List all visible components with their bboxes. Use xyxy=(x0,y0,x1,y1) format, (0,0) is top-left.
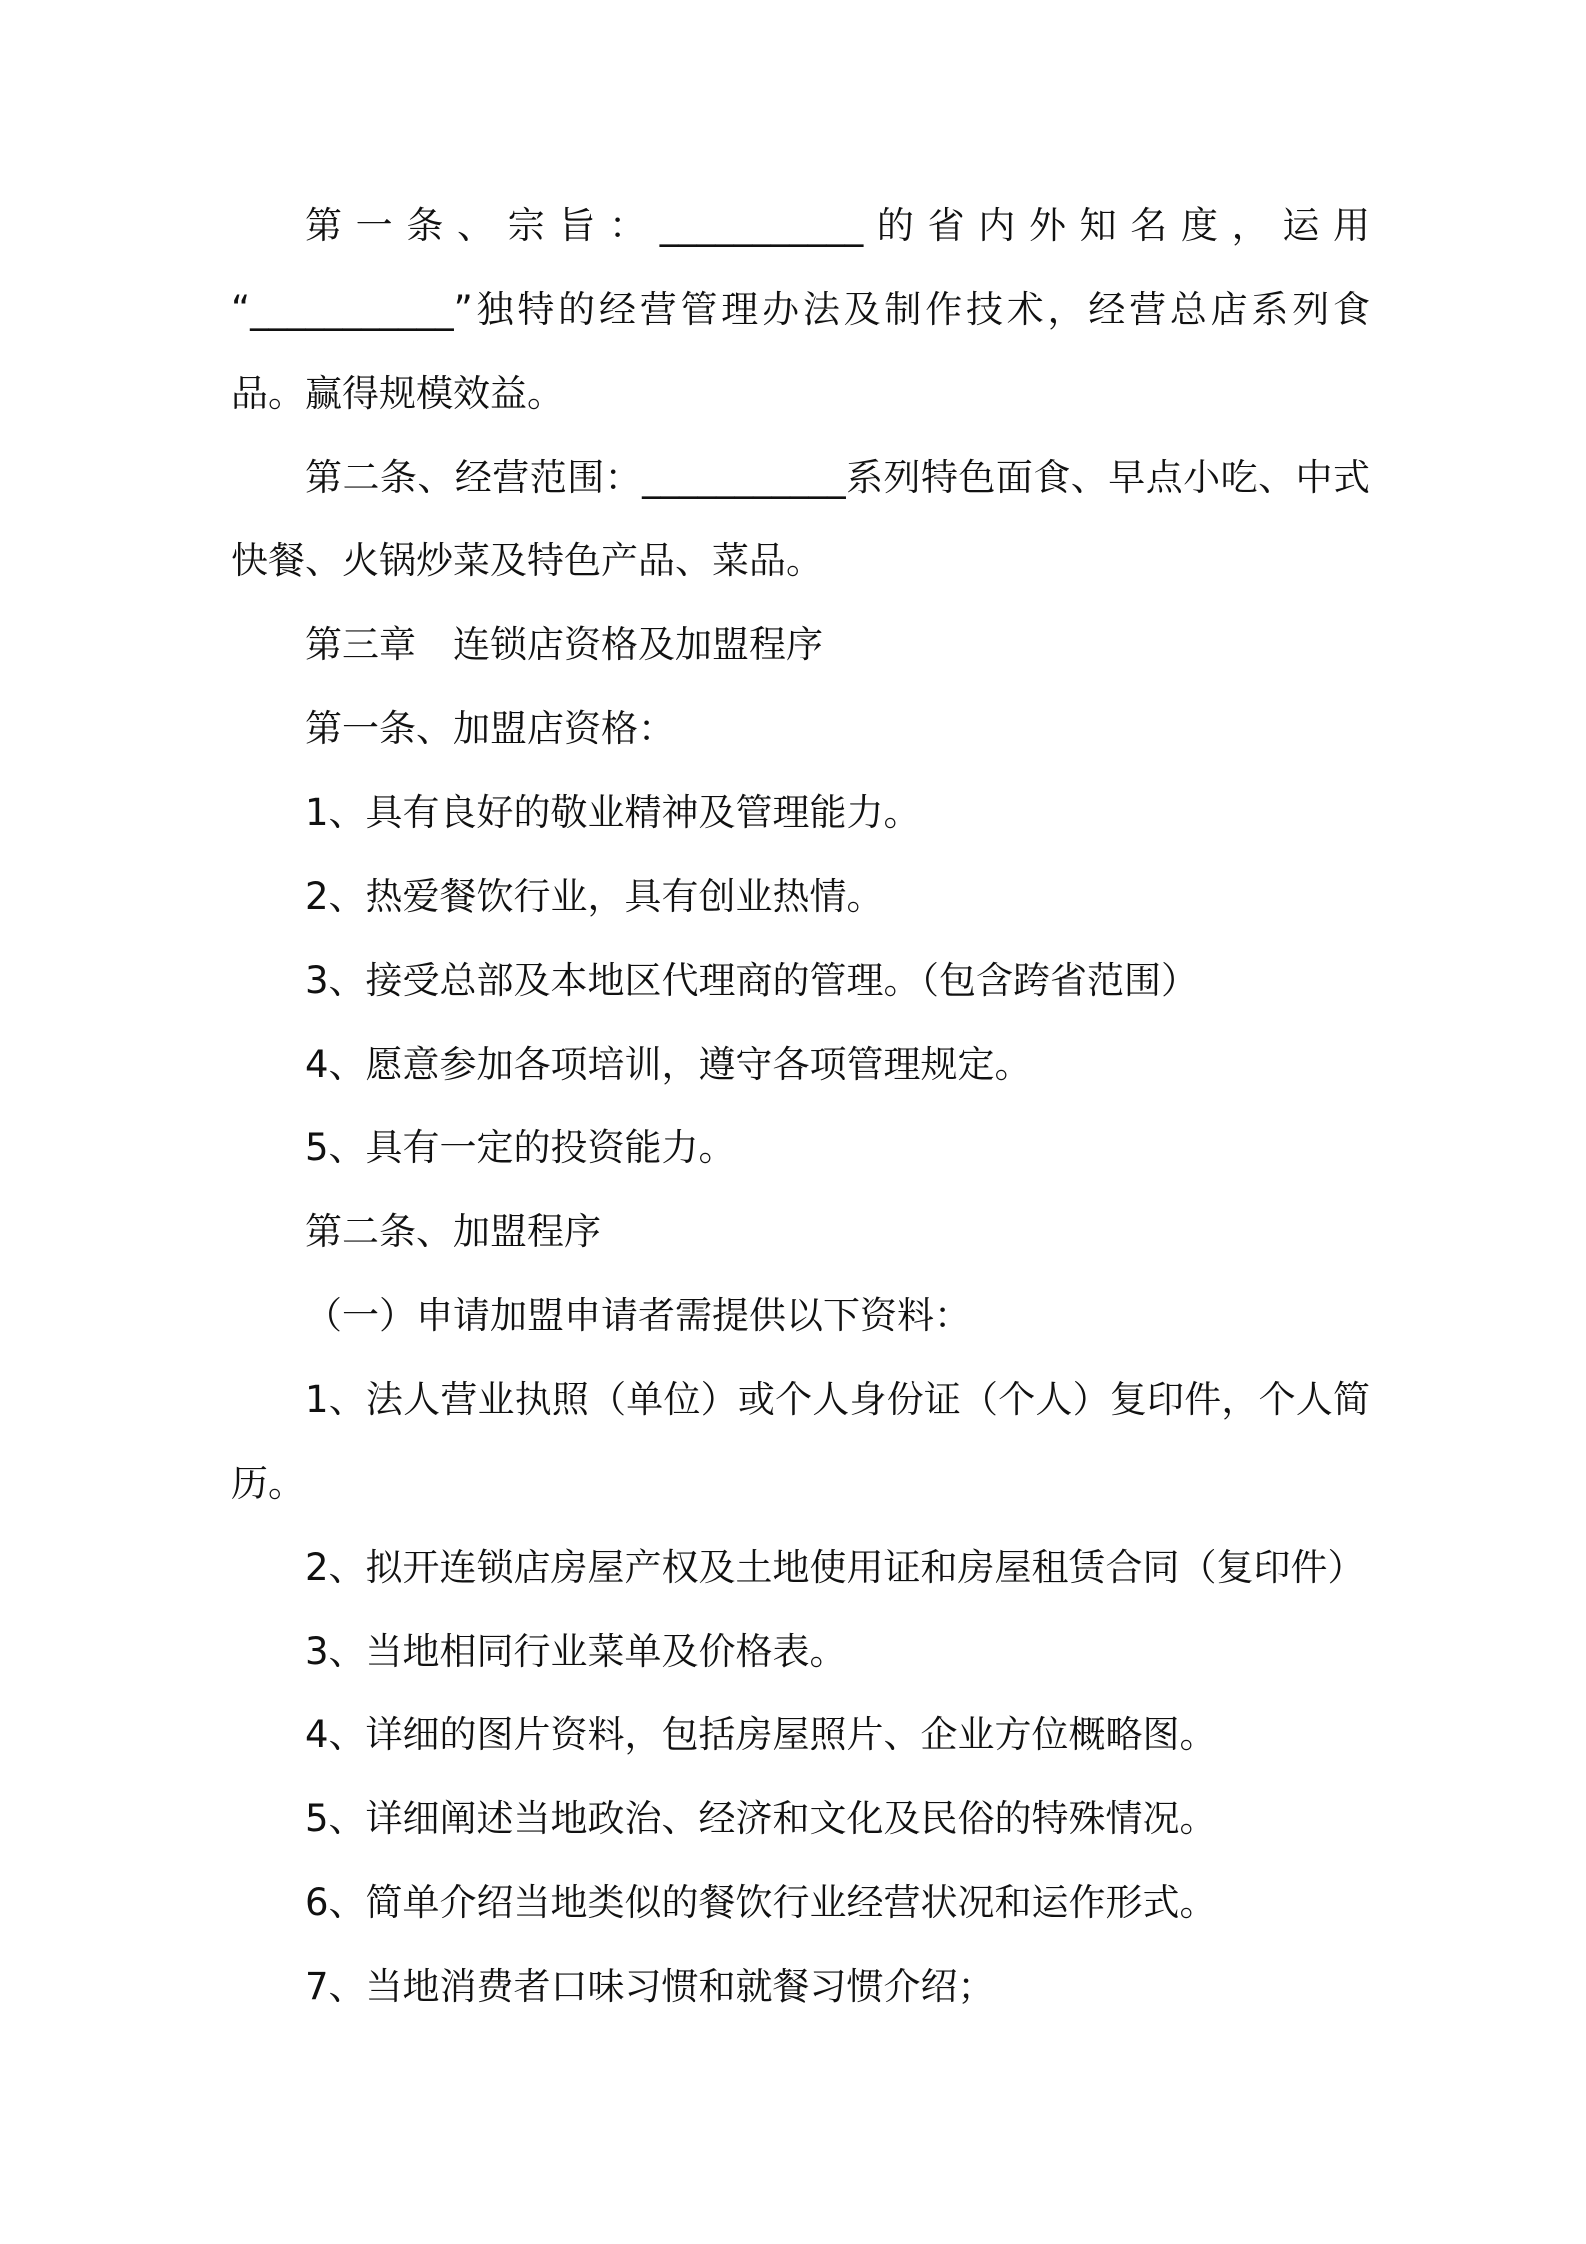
list-item xyxy=(231,1861,1370,1945)
text-line: 1、具有良好的敬业精神及管理能力。 xyxy=(305,791,921,835)
list-item xyxy=(231,1023,1370,1107)
list-item xyxy=(231,1358,1370,1526)
text-line: 历。 xyxy=(231,1461,305,1505)
document-body xyxy=(231,184,1370,2029)
list-item xyxy=(231,855,1370,939)
text-line: 第二条、经营范围：___________系列特色面食、早点小吃、中式 xyxy=(305,455,1370,499)
chapter-title: 第三章 连锁店资格及加盟程序 xyxy=(305,623,823,667)
text-line: （一）申请加盟申请者需提供以下资料： xyxy=(305,1294,971,1338)
article-title: 第一条、加盟店资格： xyxy=(305,707,675,751)
list-item xyxy=(231,1777,1370,1861)
text-line: 5、详细阐述当地政治、经济和文化及民俗的特殊情况。 xyxy=(305,1797,1217,1841)
text-line: 4、详细的图片资料，包括房屋照片、企业方位概略图。 xyxy=(305,1713,1217,1757)
list-item xyxy=(231,771,1370,855)
article-business-scope xyxy=(231,436,1370,604)
article-heading xyxy=(231,687,1370,771)
list-item xyxy=(231,1610,1370,1694)
list-item xyxy=(231,1106,1370,1190)
list-item xyxy=(231,939,1370,1023)
list-item xyxy=(231,1526,1370,1610)
text-line: 2、热爱餐饮行业，具有创业热情。 xyxy=(305,874,884,918)
list-item xyxy=(231,1693,1370,1777)
text-line: 4、愿意参加各项培训，遵守各项管理规定。 xyxy=(305,1042,1032,1086)
text-line: “___________”独特的经营管理办法及制作技术，经营总店系列食 xyxy=(231,287,1370,331)
text-line: 2、拟开连锁店房屋产权及土地使用证和房屋租赁合同（复印件） xyxy=(305,1545,1365,1589)
text-line: 6、简单介绍当地类似的餐饮行业经营状况和运作形式。 xyxy=(305,1881,1217,1925)
text-line: 3、当地相同行业菜单及价格表。 xyxy=(305,1629,847,1673)
text-line: 1、法人营业执照（单位）或个人身份证（个人）复印件，个人简 xyxy=(305,1378,1370,1422)
article-purpose xyxy=(231,184,1370,436)
sub-heading xyxy=(231,1274,1370,1358)
list-item xyxy=(231,1945,1370,2029)
text-line: 3、接受总部及本地区代理商的管理。（包含跨省范围） xyxy=(305,958,1199,1002)
text-line: 5、具有一定的投资能力。 xyxy=(305,1126,736,1170)
text-line: 第一条、宗旨：___________的省内外知名度，运用 xyxy=(305,204,1370,247)
text-line: 品。赢得规模效益。 xyxy=(231,371,564,415)
chapter-heading xyxy=(231,603,1370,687)
text-line: 快餐、火锅炒菜及特色产品、菜品。 xyxy=(231,539,823,583)
article-title: 第二条、加盟程序 xyxy=(305,1210,601,1254)
text-line: 7、当地消费者口味习惯和就餐习惯介绍； xyxy=(305,1965,995,2009)
article-heading xyxy=(231,1190,1370,1274)
